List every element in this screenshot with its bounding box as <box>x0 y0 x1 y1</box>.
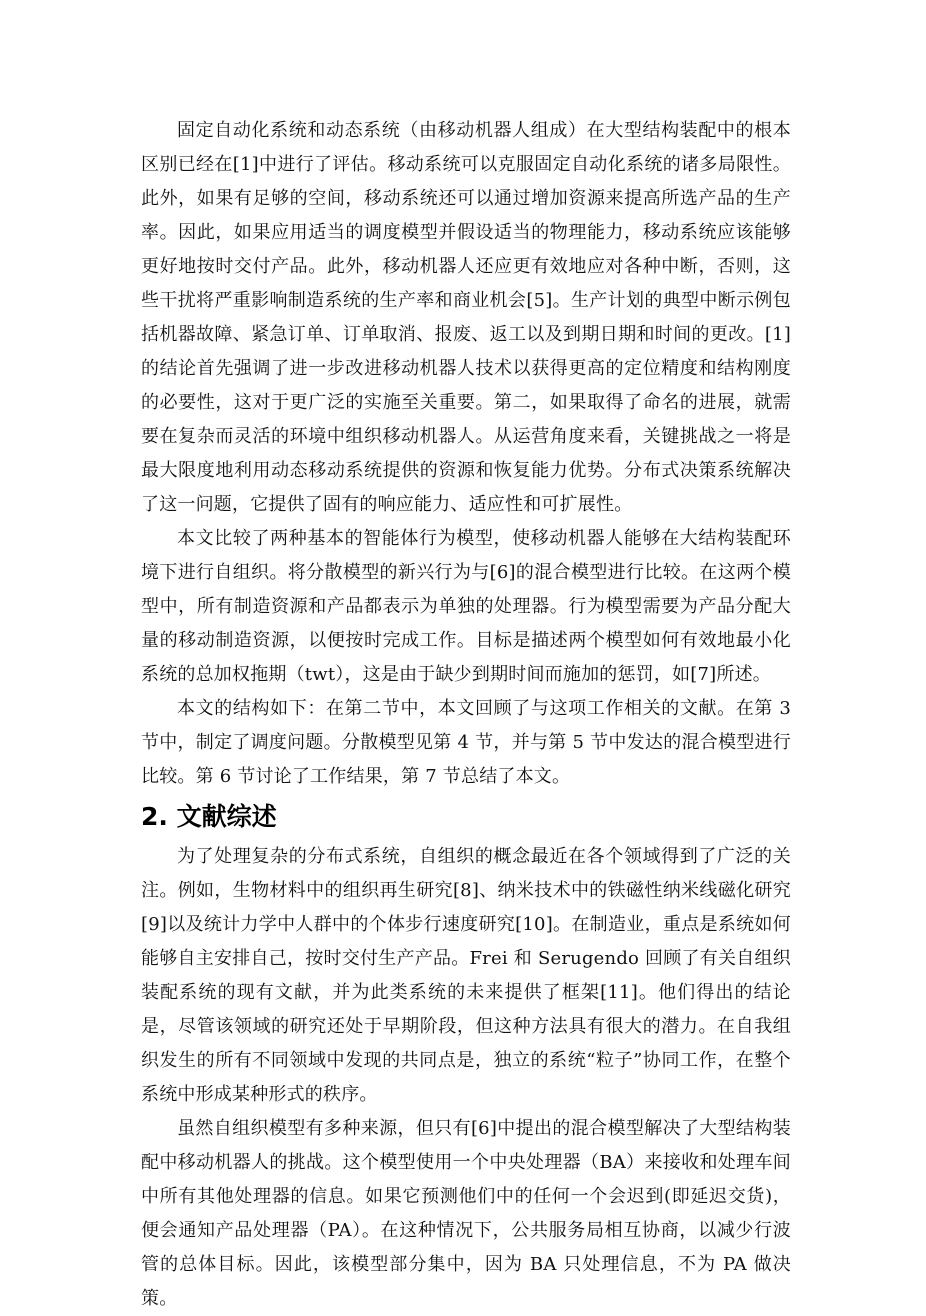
paragraph-intro-3: 本文的结构如下：在第二节中，本文回顾了与这项工作相关的文献。在第 3 节中，制定了调度问题。分散模型见第 4 节，并与第 5 节中发达的混合模型进行比较。第 6 节讨论了工作结果，第 7 节总结了本文。 <box>141 698 791 787</box>
paragraph-intro-2: 本文比较了两种基本的智能体行为模型，使移动机器人能够在大结构装配环境下进行自组织。将分散模型的新兴行为与[6]的混合模型进行比较。在这两个模型中，所有制造资源和产品都表示为单独的处理器。行为模型需要为产品分配大量的移动制造资源，以便按时完成工作。目标是描述两个模型如何有效地最小化系统的总加权拖期（twt），这是由于缺少到期时间而施加的惩罚，如[7]所述。 <box>141 528 791 685</box>
document-body <box>141 114 791 1316</box>
paragraph-section-1: 为了处理复杂的分布式系统，自组织的概念最近在各个领域得到了广泛的关注。例如，生物材料中的组织再生研究[8]、纳米技术中的铁磁性纳米线磁化研究[9]以及统计力学中人群中的个体步行速度研究[10]。在制造业，重点是系统如何能够自主安排自己，按时交付生产产品。Frei 和 Serugendo 回顾了有关自组织装配系统的现有文献，并为此类系统的未来提供了框架[11]。他们得出的结论是，尽管该领域的研究还处于早期阶段，但这种方法具有很大的潜力。在自我组织发生的所有不同领域中发现的共同点是，独立的系统“粒子”协同工作，在整个系统中形成某种形式的秩序。 <box>141 846 791 1105</box>
paragraph-intro-1: 固定自动化系统和动态系统（由移动机器人组成）在大型结构装配中的根本区别已经在[1]中进行了评估。移动系统可以克服固定自动化系统的诸多局限性。此外，如果有足够的空间，移动系统还可以通过增加资源来提高所选产品的生产率。因此，如果应用适当的调度模型并假设适当的物理能力，移动系统应该能够更好地按时交付产品。此外，移动机器人还应更有效地应对各种中断，否则，这些干扰将严重影响制造系统的生产率和商业机会[5]。生产计划的典型中断示例包括机器故障、紧急订单、订单取消、报废、返工以及到期日期和时间的更改。[1]的结论首先强调了进一步改进移动机器人技术以获得更高的定位精度和结构刚度的必要性，这对于更广泛的实施至关重要。第二，如果取得了命名的进展，就需要在复杂而灵活的环境中组织移动机器人。从运营角度来看，关键挑战之一将是最大限度地利用动态移动系统提供的资源和恢复能力优势。分布式决策系统解决了这一问题，它提供了固有的响应能力、适应性和可扩展性。 <box>141 120 791 515</box>
paragraph-section-2: 虽然自组织模型有多种来源，但只有[6]中提出的混合模型解决了大型结构装配中移动机器人的挑战。这个模型使用一个中央处理器（BA）来接收和处理车间中所有其他处理器的信息。如果它预测他们中的任何一个会迟到(即延迟交货)，便会通知产品处理器（PA）。在这种情况下，公共服务局相互协商，以减少行波管的总体目标。因此，该模型部分集中，因为 BA 只处理信息，不为 PA 做决策。 <box>141 1118 791 1309</box>
section-heading: 2. 文献综述 <box>141 802 277 831</box>
